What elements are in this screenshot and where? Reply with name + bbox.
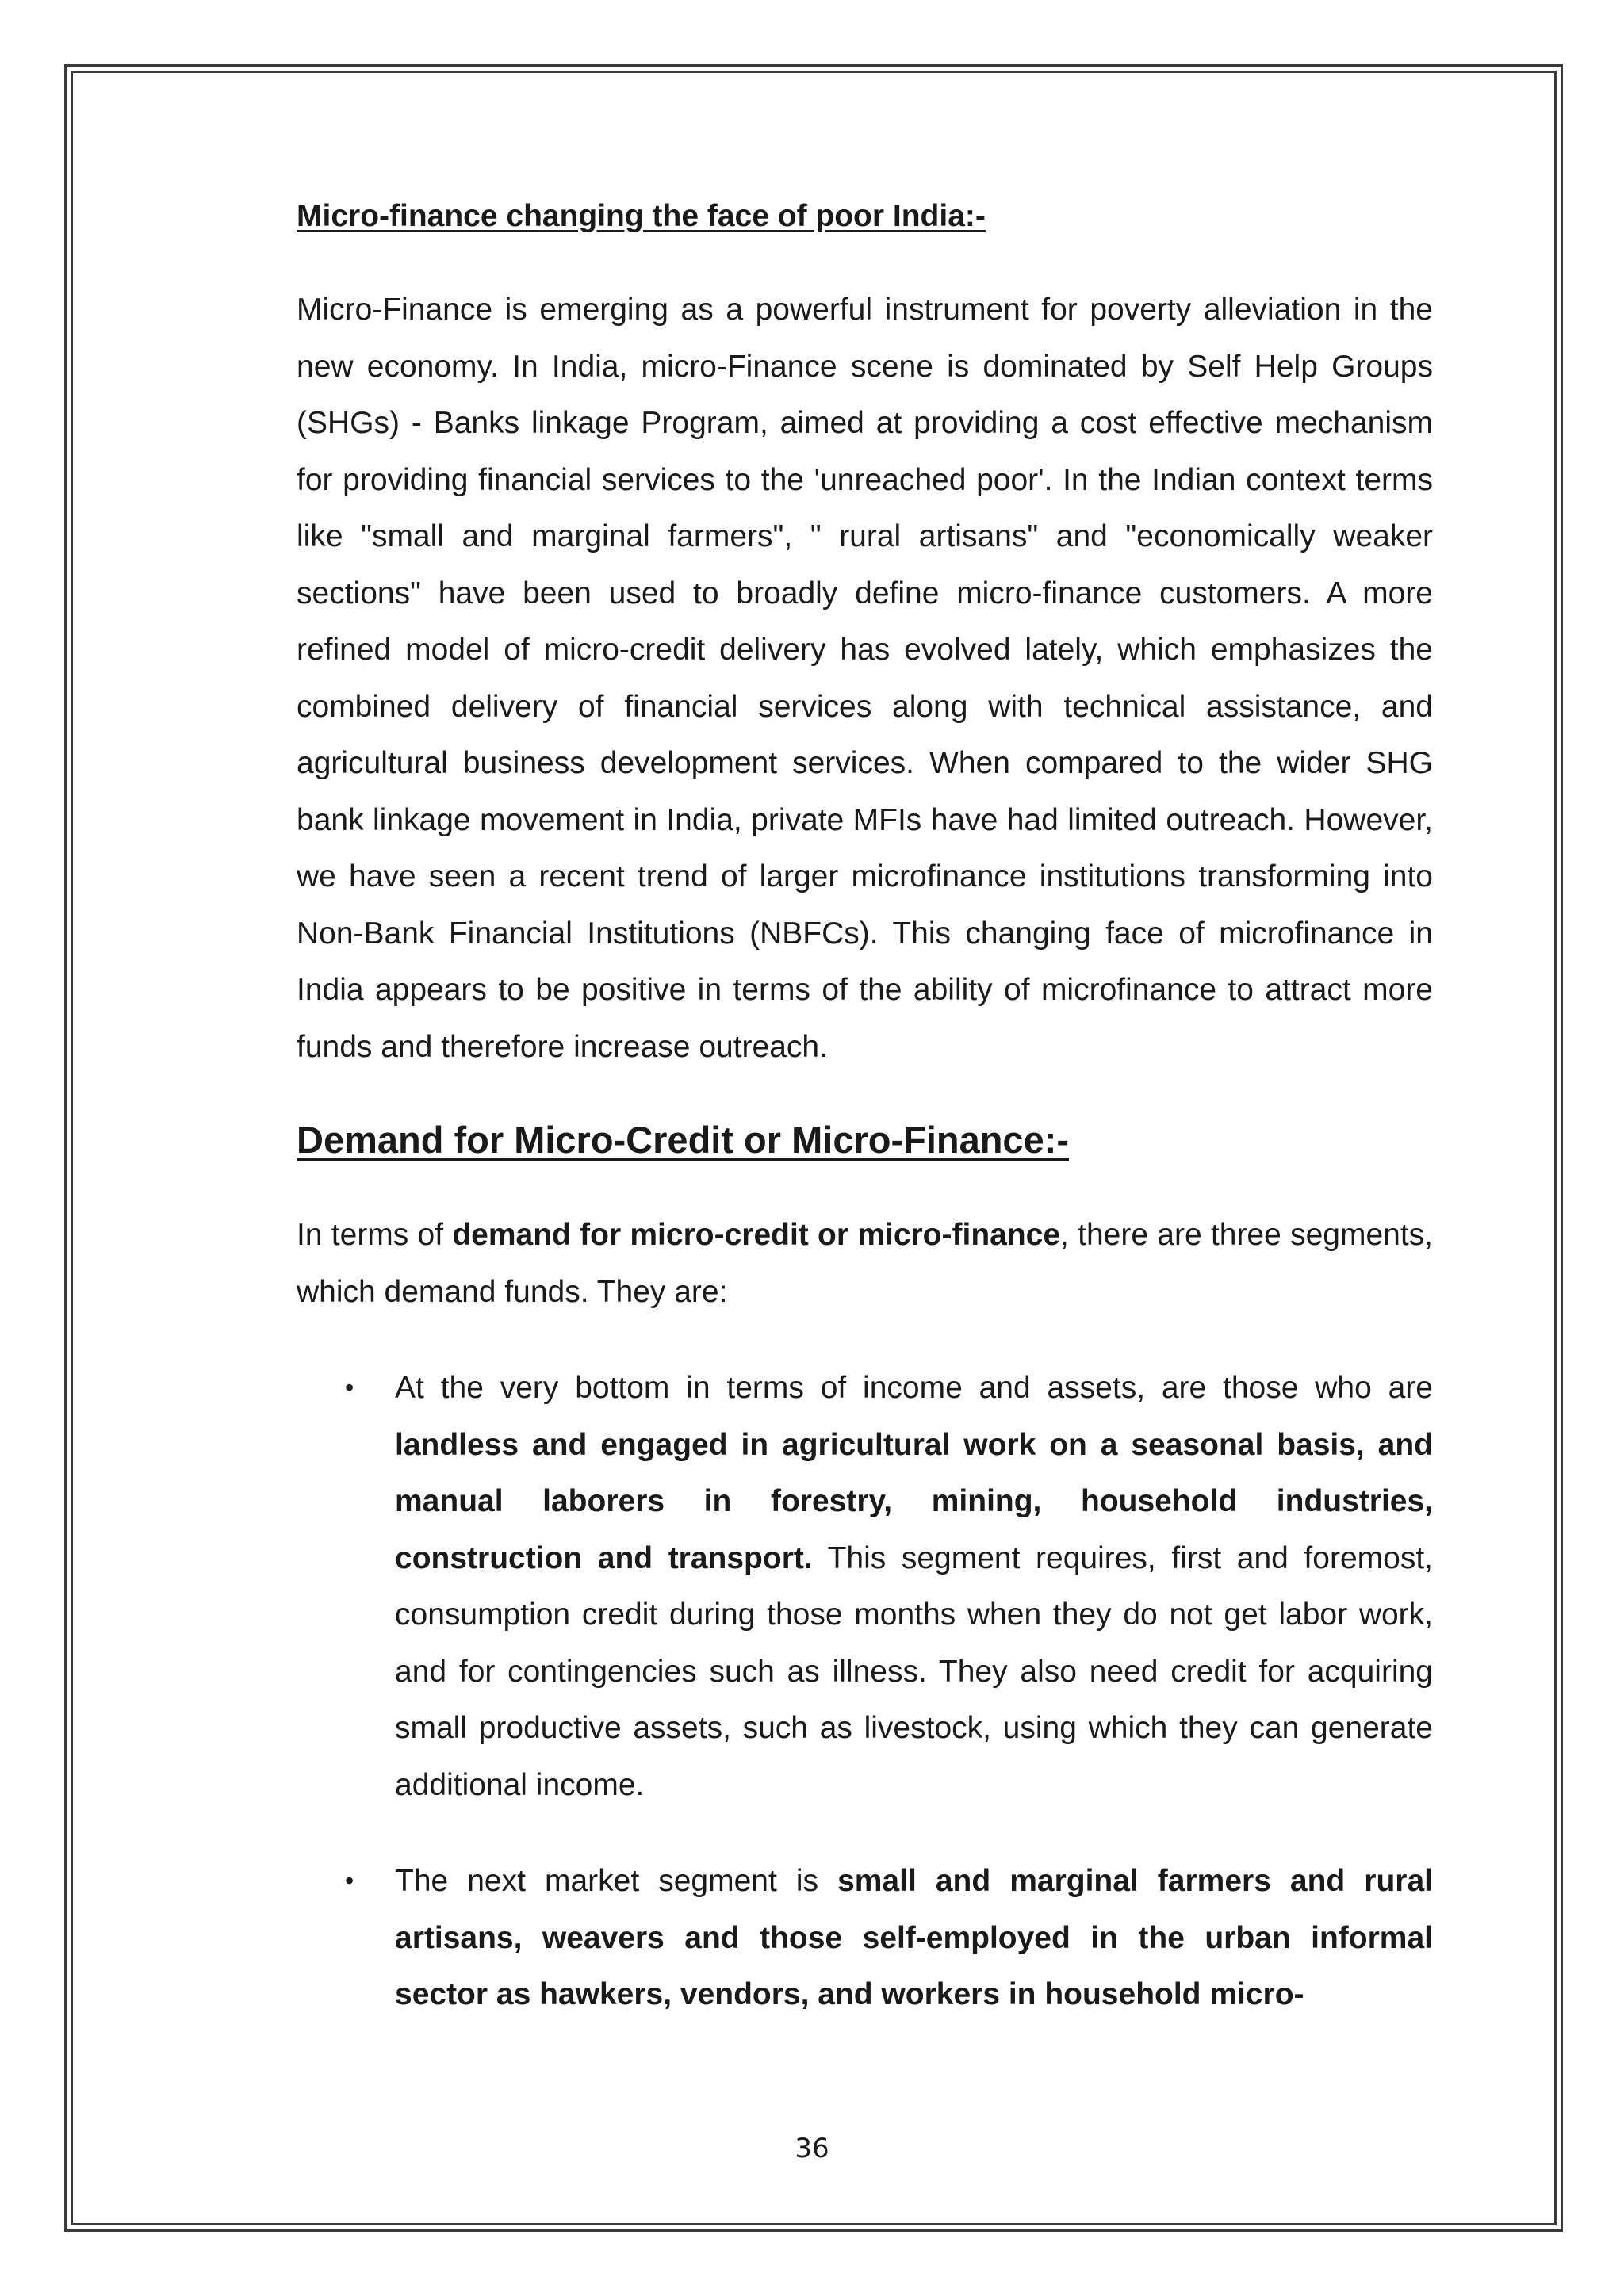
list-item-text-bold: small and marginal farmers and rural artisans, weavers and those self-employed in the urban informal sector as hawkers, vendors, and workers in household micro- bbox=[395, 1864, 1433, 2011]
list-item-text-bold: landless and engaged in agricultural work on a seasonal basis, and manual laborers in forestry, mining, household industries, construction and transport. bbox=[395, 1427, 1433, 1575]
section-heading-microfinance-india: Micro-finance changing the face of poor India:- bbox=[297, 199, 986, 233]
segment-list bbox=[297, 1360, 1433, 2023]
paragraph-demand-intro-bold: demand for micro-credit or micro-finance bbox=[452, 1218, 1061, 1252]
list-item-text-end: This segment requires, first and foremost, consumption credit during those months when they do not get labor work, and for contingencies such as illness. They also need credit for acquiring small productive assets, such as livestock, using which they can generate additional income. bbox=[395, 1540, 1433, 1802]
list-item-text-start: At the very bottom in terms of income and assets, are those who are bbox=[395, 1371, 1433, 1405]
section-heading-demand: Demand for Micro-Credit or Micro-Finance:- bbox=[297, 1119, 1070, 1161]
paragraph-microfinance-overview: Micro-Finance is emerging as a powerful instrument for poverty alleviation in the new economy. In India, micro-Finance scene is dominated by Self Help Groups (SHGs) - Banks linkage Program, aimed at providing a cost effective mechanism for providing financial services to the 'unreached poor'. In the Indian context terms like "small and marginal farmers", " rural artisans" and "economically weaker sections" have been used to broadly define micro-finance customers. A more refined model of micro-credit delivery has evolved lately, which emphasizes the combined delivery of financial services along with technical assistance, and agricultural business development services. When compared to the wider SHG bank linkage movement in India, private MFIs have had limited outreach. However, we have seen a recent trend of larger microfinance institutions transforming into Non-Bank Financial Institutions (NBFCs). This changing face of microfinance in India appears to be positive in terms of the ability of microfinance to attract more funds and therefore increase outreach. bbox=[297, 293, 1433, 1064]
paragraph-demand-intro-start: In terms of bbox=[297, 1218, 453, 1252]
list-item bbox=[297, 1360, 1433, 1813]
page-content bbox=[297, 197, 1433, 2063]
list-item-text-start: The next market segment is bbox=[395, 1864, 838, 1898]
page-number: 36 bbox=[795, 2133, 829, 2164]
paragraph-demand-intro-end: , there are three segments, which demand funds. They are: bbox=[297, 1218, 1433, 1309]
list-item bbox=[297, 1853, 1433, 2023]
bullet-icon: • bbox=[345, 1866, 354, 1895]
bullet-icon: • bbox=[345, 1373, 354, 1402]
paragraph-demand-intro bbox=[297, 1207, 1433, 1320]
